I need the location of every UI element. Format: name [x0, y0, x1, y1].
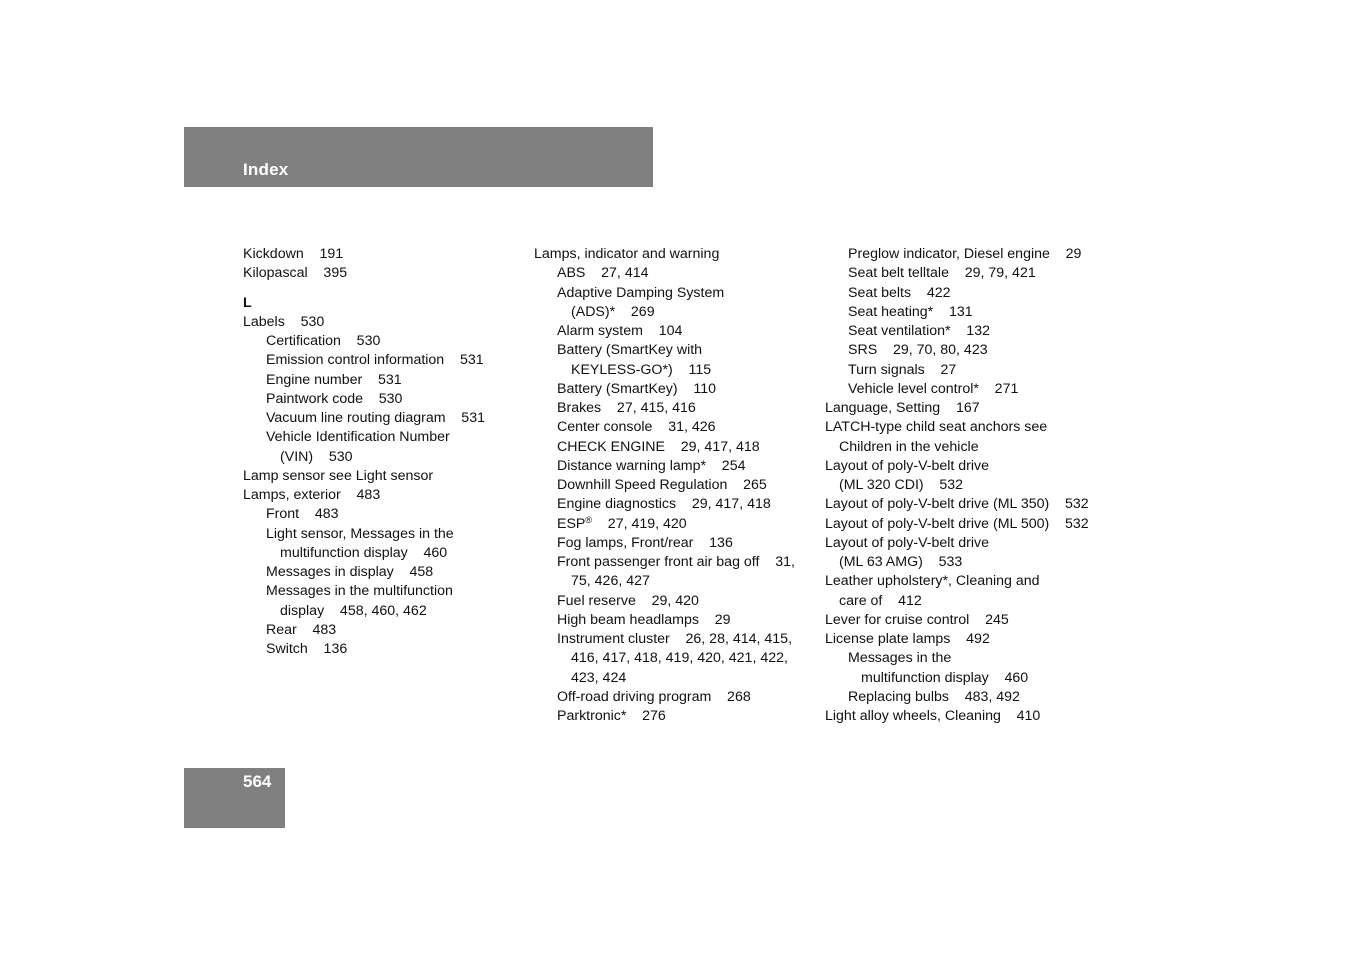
index-entry [534, 515, 819, 534]
index-entry: Messages in display 458 [266, 564, 434, 580]
index-entry: Vehicle Identification Number [266, 429, 450, 446]
index-entry: Engine number 531 [266, 371, 402, 388]
index-entry: Seat belt telltale 29, 79, 421 [848, 265, 1036, 282]
index-entry: Light alloy wheels, Cleaning 410 [825, 708, 1041, 724]
index-entry: Layout of poly-V-belt drive [825, 534, 990, 551]
index-entry: Alarm system 104 [557, 323, 683, 339]
index-entry: (ML 63 AMG) 533 [839, 554, 963, 570]
index-entry: Parktronic* 276 [557, 708, 666, 724]
index-entry: Layout of poly-V-belt drive (ML 500) 532 [825, 515, 1089, 532]
index-entry: (VIN) 530 [280, 448, 353, 465]
index-entry: Light sensor, Messages in the [266, 525, 454, 542]
index-entry: Off-road driving program 268 [557, 688, 751, 705]
index-entry: 416, 417, 418, 419, 420, 421, 422, [571, 650, 788, 667]
index-entry: KEYLESS-GO*) 115 [571, 361, 712, 378]
index-entry: Engine diagnostics 29, 417, 418 [557, 496, 771, 513]
index-entry: Children in the vehicle [839, 438, 979, 455]
index-entry: multifunction display 460 [280, 544, 448, 561]
index-entry: care of 412 [839, 592, 922, 609]
index-entry: Labels 530 [243, 313, 325, 330]
index-entry: Lamps, exterior 483 [243, 487, 381, 503]
index-column-1 [243, 245, 528, 659]
index-entry: multifunction display 460 [861, 669, 1029, 686]
index-column-2 [534, 245, 819, 726]
index-entry: SRS 29, 70, 80, 423 [848, 342, 988, 359]
index-entry: Lever for cruise control 245 [825, 611, 1009, 628]
index-entry-term: ESP [557, 515, 586, 532]
index-entry: Distance warning lamp* 254 [557, 457, 746, 474]
index-entry: High beam headlamps 29 [557, 611, 731, 628]
index-entry: Messages in the multifunction [266, 583, 453, 600]
index-entry: Replacing bulbs 483, 492 [848, 688, 1020, 705]
index-entry: Front passenger front air bag off 31, [557, 554, 795, 570]
index-entry: 75, 426, 427 [571, 573, 650, 590]
index-column-3 [825, 245, 1115, 726]
index-entry: (ADS)* 269 [571, 303, 655, 320]
index-entry: Fog lamps, Front/rear 136 [557, 534, 733, 551]
index-entry: Rear 483 [266, 621, 337, 638]
index-entry: display 458, 460, 462 [280, 602, 427, 619]
index-entry: Turn signals 27 [848, 361, 957, 378]
index-entry: Paintwork code 530 [266, 390, 403, 407]
index-entry: Leather upholstery*, Cleaning and [825, 573, 1040, 590]
index-entry: ABS 27, 414 [557, 265, 649, 282]
index-entry: Seat ventilation* 132 [848, 323, 990, 339]
index-entry: Vacuum line routing diagram 531 [266, 410, 485, 426]
page-number-box [184, 768, 285, 828]
index-entry: Layout of poly-V-belt drive (ML 350) 532 [825, 496, 1089, 513]
index-entry: Center console 31, 426 [557, 419, 716, 436]
index-entry: Seat heating* 131 [848, 303, 973, 320]
index-entry: Layout of poly-V-belt drive [825, 457, 990, 474]
index-entry: Kickdown 191 [243, 246, 344, 262]
index-entry: CHECK ENGINE 29, 417, 418 [557, 438, 760, 455]
page-number: 564 [243, 772, 272, 791]
page-title: Index [243, 160, 289, 179]
index-entry: (ML 320 CDI) 532 [839, 477, 964, 493]
registered-mark: ® [585, 514, 593, 525]
index-header-bar [184, 127, 653, 187]
index-entry: Preglow indicator, Diesel engine 29 [848, 246, 1082, 262]
index-entry: Vehicle level control* 271 [848, 380, 1019, 397]
index-entry: Instrument cluster 26, 28, 414, 415, [557, 631, 793, 647]
index-entry: Switch 136 [266, 641, 348, 657]
index-entry: Language, Setting 167 [825, 400, 980, 416]
index-entry: Brakes 27, 415, 416 [557, 400, 696, 416]
index-entry-pages: 27, 419, 420 [592, 515, 687, 532]
index-entry: Lamps, indicator and warning [534, 246, 720, 262]
index-letter-heading: L [243, 294, 252, 311]
index-entry: Lamp sensor see Light sensor [243, 467, 434, 484]
index-entry: License plate lamps 492 [825, 631, 990, 647]
index-entry: LATCH-type child seat anchors see [825, 419, 1048, 436]
index-entry: Kilopascal 395 [243, 265, 348, 282]
index-entry: Front 483 [266, 506, 339, 523]
index-entry: Adaptive Damping System [557, 284, 725, 301]
index-entry: Battery (SmartKey with [557, 342, 703, 359]
index-entry: Messages in the [848, 650, 952, 667]
index-entry: Seat belts 422 [848, 284, 951, 301]
index-entry: Certification 530 [266, 333, 381, 349]
index-entry: Battery (SmartKey) 110 [557, 380, 717, 397]
index-entry: Downhill Speed Regulation 265 [557, 477, 767, 493]
index-entry: Emission control information 531 [266, 352, 484, 369]
index-entry: Fuel reserve 29, 420 [557, 592, 699, 609]
index-entry: 423, 424 [571, 669, 627, 686]
